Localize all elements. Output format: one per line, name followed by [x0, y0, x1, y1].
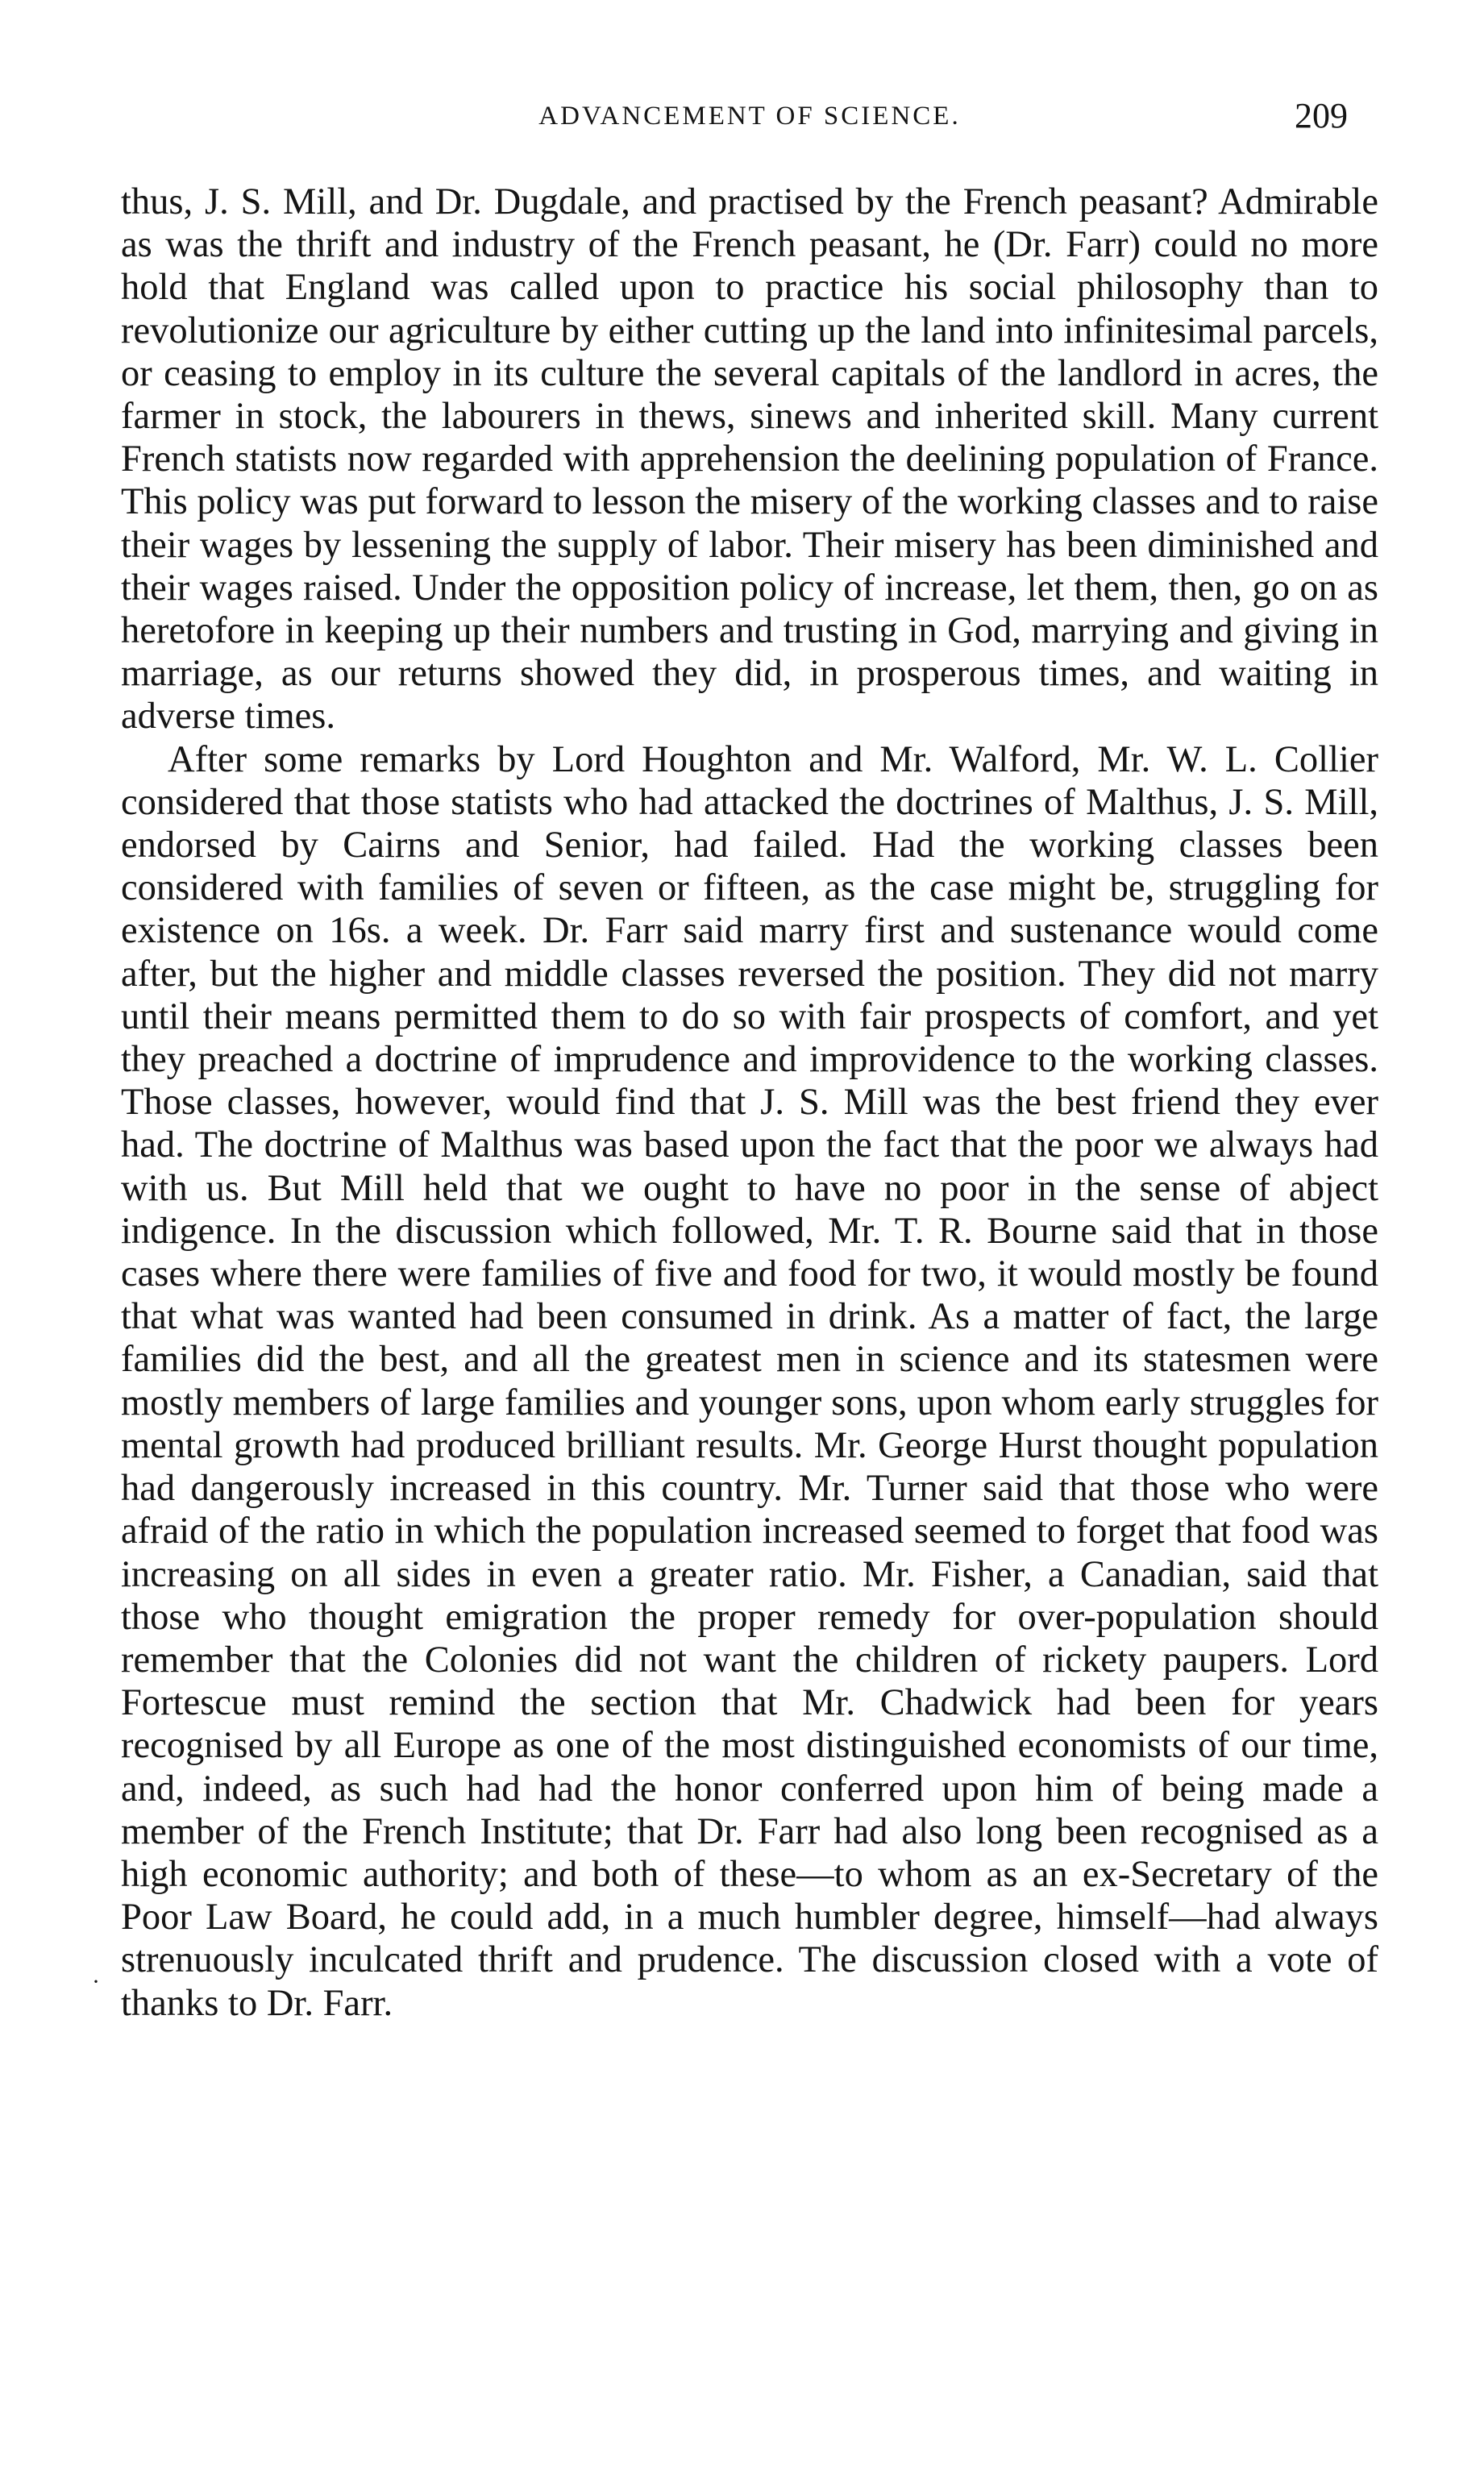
page-number: 209 [1295, 96, 1348, 135]
body-text [121, 181, 1378, 2025]
paragraph: After some remarks by Lord Houghton and Mr. Walford, Mr. W. L. Collier considered that those statists who had attacked the doctrines of Malthus, J. S. Mill, endorsed by Cairns and Senior, had failed. Had the working classes been considered with families of seven or fifteen, as the case might be, struggling for existence on 16s. a week. Dr. Farr said marry first and sustenance would come after, but the higher and middle classes reversed the position. They did not marry until their means permitted them to do so with fair prospects of comfort, and yet they preached a doctrine of imprudence and improvidence to the working classes. Those classes, however, would find that J. S. Mill was the best friend they ever had. The doctrine of Malthus was based upon the fact that the poor we always had with us. But Mill held that we ought to have no poor in the sense of abject indigence. In the discussion which followed, Mr. T. R. Bourne said that in those cases where there were families of five and food for two, it would mostly be found that what was wanted had been consumed in drink. As a matter of fact, the large families did the best, and all the greatest men in science and its statesmen were mostly members of large families and younger sons, upon whom early struggles for mental growth had produced brilliant results. Mr. George Hurst thought population had dangerously increased in this country. Mr. Turner said that those who were afraid of the ratio in which the population increased seemed to forget that food was increasing on all sides in even a greater ratio. Mr. Fisher, a Canadian, said that those who thought emigration the proper remedy for over-population should remember that the Colonies did not want the children of rickety paupers. Lord Fortescue must remind the section that Mr. Chadwick had been for years recognised by all Europe as one of the most distinguished economists of our time, and, indeed, as such had had the honor conferred upon him of being made a member of the French Institute; that Dr. Farr had also long been recognised as a high economic authority; and both of these—to whom as an ex-Secretary of the Poor Law Board, he could add, in a much humbler degree, himself—had always strenuously inculcated thrift and prudence. The discussion closed with a vote of thanks to Dr. Farr. [121, 738, 1378, 2024]
paragraph: thus, J. S. Mill, and Dr. Dugdale, and practised by the French peasant? Admirable as was the thrift and industry of the French peasant, he (Dr. Farr) could no more hold that England was called upon to practice his social philosophy than to revolutionize our agriculture by either cutting up the land into infinitesimal parcels, or ceasing to employ in its culture the several capitals of the landlord in acres, the farmer in stock, the labourers in thews, sinews and inherited skill. Many current French statists now regarded with apprehension the deelining population of France. This policy was put forward to lesson the misery of the working classes and to raise their wages by lessening the supply of labor. Their misery has been diminished and their wages raised. Under the opposition policy of increase, let them, then, go on as heretofore in keeping up their numbers and trusting in God, marrying and giving in marriage, as our returns showed they did, in prosperous times, and waiting in adverse times. [121, 181, 1378, 738]
book-page [121, 87, 1378, 2025]
running-head [121, 87, 1378, 135]
margin-mark: · [92, 1968, 100, 1995]
running-title: ADVANCEMENT OF SCIENCE. [538, 102, 961, 131]
